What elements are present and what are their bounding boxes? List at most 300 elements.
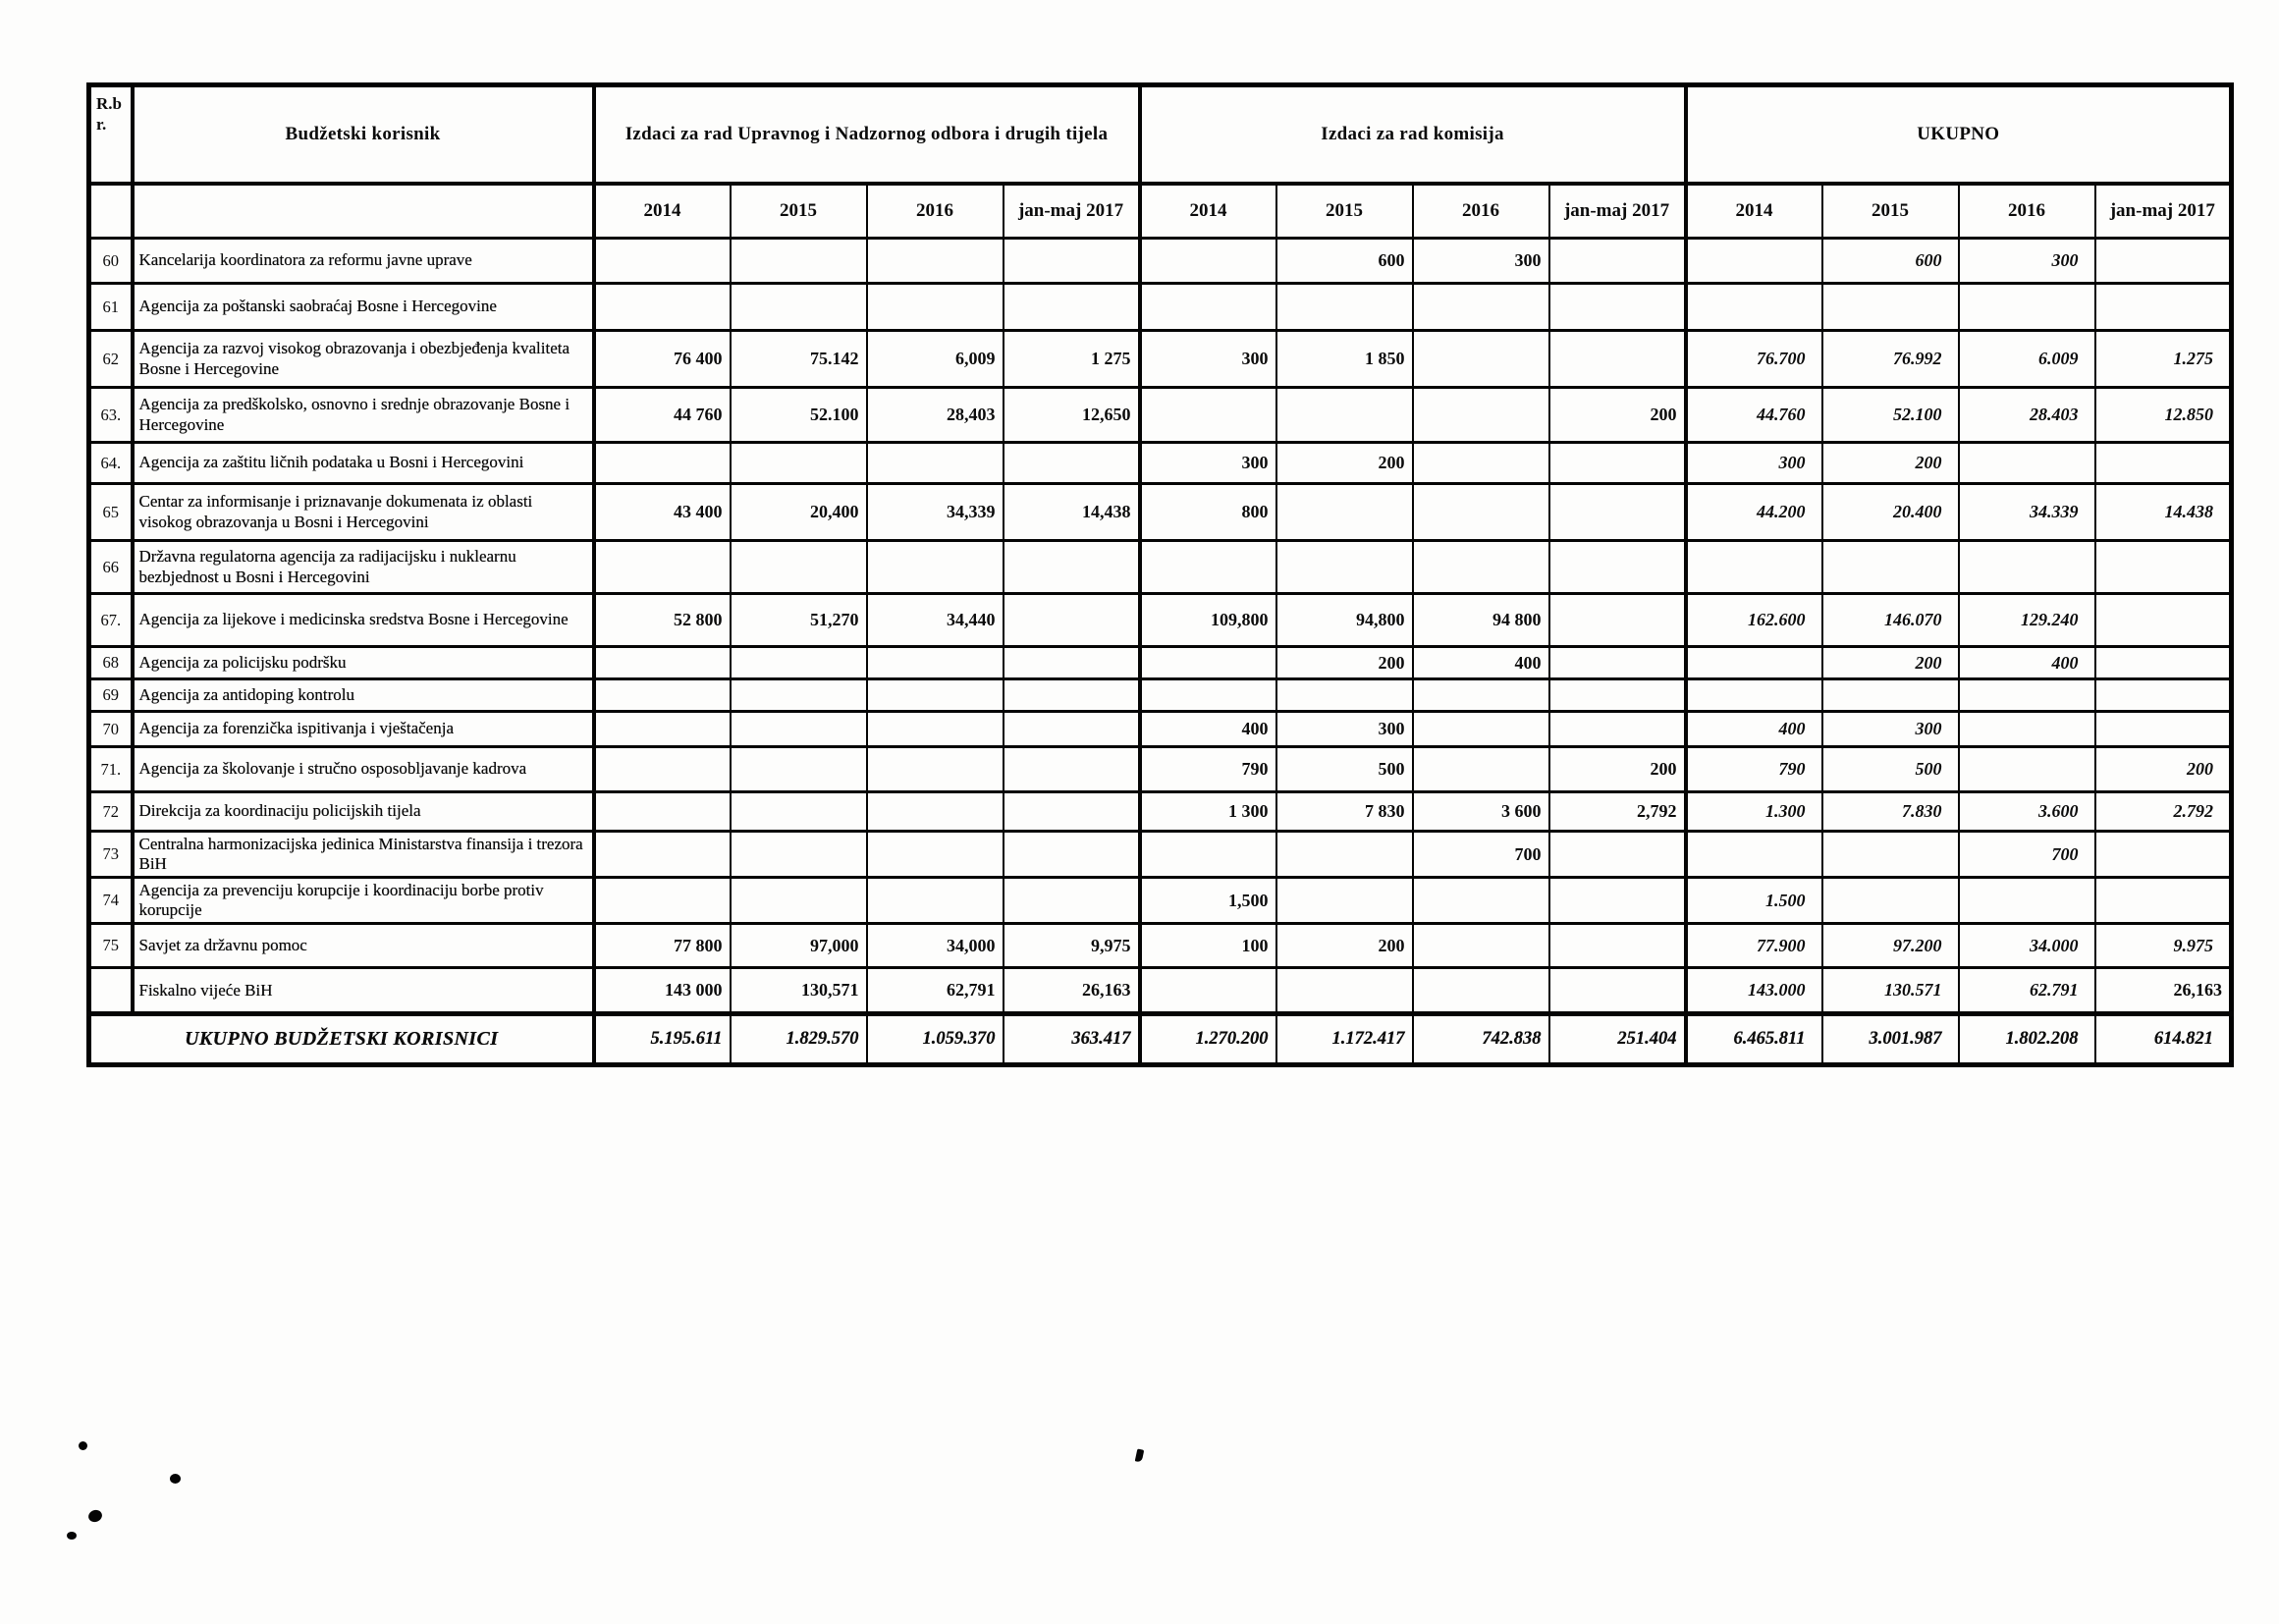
cell-ukupno-2016: 34.000 — [1959, 924, 2095, 968]
cell-komisija-2014 — [1140, 647, 1276, 679]
row-number: 68 — [89, 647, 133, 679]
cell-upravni-2015 — [731, 443, 867, 484]
cell-upravni-2016 — [867, 712, 1004, 747]
table-row — [89, 443, 2232, 484]
cell-komisija-2014: 300 — [1140, 331, 1276, 388]
cell-upravni-jan-maj 2017 — [1004, 443, 1140, 484]
cell-ukupno-2014: 790 — [1686, 747, 1822, 792]
cell-upravni-2014 — [594, 284, 731, 331]
cell-komisija-2014 — [1140, 832, 1276, 878]
row-number: 62 — [89, 331, 133, 388]
total-komisija-2016: 742.838 — [1413, 1014, 1549, 1065]
cell-komisija-2016 — [1413, 284, 1549, 331]
table-row — [89, 484, 2232, 541]
total-ukupno-2015: 3.001.987 — [1822, 1014, 1959, 1065]
cell-ukupno-2015: 200 — [1822, 647, 1959, 679]
korisnik-name: Agencija za policijsku podršku — [133, 647, 594, 679]
cell-komisija-2014: 790 — [1140, 747, 1276, 792]
cell-ukupno-2014: 1.300 — [1686, 792, 1822, 832]
cell-komisija-2016: 3 600 — [1413, 792, 1549, 832]
table-row — [89, 239, 2232, 284]
cell-komisija-2015: 94,800 — [1276, 594, 1413, 647]
row-number: 72 — [89, 792, 133, 832]
cell-upravni-2016 — [867, 541, 1004, 594]
cell-komisija-2015 — [1276, 832, 1413, 878]
group1-label: Izdaci za rad Upravnog i Nadzornog odbora i drugih tijela — [624, 124, 1109, 144]
group3-label: UKUPNO — [1917, 124, 2000, 144]
cell-ukupno-jan-maj 2017: 9.975 — [2095, 924, 2232, 968]
cell-upravni-2014: 43 400 — [594, 484, 731, 541]
year-header: 2015 — [731, 184, 867, 239]
cell-komisija-2015: 7 830 — [1276, 792, 1413, 832]
row-number: 67. — [89, 594, 133, 647]
totals-label: UKUPNO BUDŽETSKI KORISNICI — [89, 1014, 594, 1065]
row-number: 64. — [89, 443, 133, 484]
cell-komisija-2015 — [1276, 541, 1413, 594]
korisnik-name: Fiskalno vijeće BiH — [133, 968, 594, 1014]
cell-upravni-2015: 52.100 — [731, 388, 867, 443]
cell-komisija-jan-maj 2017 — [1549, 484, 1686, 541]
cell-ukupno-2016 — [1959, 712, 2095, 747]
cell-komisija-jan-maj 2017: 200 — [1549, 747, 1686, 792]
cell-upravni-2014 — [594, 541, 731, 594]
year-header: 2014 — [594, 184, 731, 239]
cell-upravni-jan-maj 2017 — [1004, 594, 1140, 647]
cell-ukupno-2014 — [1686, 239, 1822, 284]
cell-upravni-2015 — [731, 284, 867, 331]
cell-upravni-2014 — [594, 679, 731, 712]
cell-ukupno-2015: 7.830 — [1822, 792, 1959, 832]
cell-ukupno-2015: 146.070 — [1822, 594, 1959, 647]
korisnik-name: Agencija za antidoping kontrolu — [133, 679, 594, 712]
cell-ukupno-2015 — [1822, 878, 1959, 924]
cell-ukupno-2015: 20.400 — [1822, 484, 1959, 541]
cell-komisija-jan-maj 2017 — [1549, 443, 1686, 484]
cell-ukupno-jan-maj 2017 — [2095, 284, 2232, 331]
cell-komisija-2014: 1 300 — [1140, 792, 1276, 832]
cell-upravni-2016: 34,440 — [867, 594, 1004, 647]
cell-upravni-2015 — [731, 712, 867, 747]
cell-upravni-jan-maj 2017: 1 275 — [1004, 331, 1140, 388]
cell-upravni-2015 — [731, 747, 867, 792]
cell-upravni-2014: 143 000 — [594, 968, 731, 1014]
cell-ukupno-2014 — [1686, 679, 1822, 712]
total-upravni-2015: 1.829.570 — [731, 1014, 867, 1065]
cell-upravni-jan-maj 2017 — [1004, 792, 1140, 832]
cell-ukupno-2015 — [1822, 679, 1959, 712]
row-number — [89, 968, 133, 1014]
year-header: 2014 — [1686, 184, 1822, 239]
korisnik-name: Agencija za poštanski saobraćaj Bosne i Hercegovine — [133, 284, 594, 331]
korisnik-name: Državna regulatorna agencija za radijacijsku i nuklearnu bezbjednost u Bosni i Hercegovini — [133, 541, 594, 594]
cell-ukupno-2016: 700 — [1959, 832, 2095, 878]
row-number: 63. — [89, 388, 133, 443]
cell-komisija-jan-maj 2017 — [1549, 284, 1686, 331]
year-header: 2014 — [1140, 184, 1276, 239]
cell-ukupno-jan-maj 2017: 12.850 — [2095, 388, 2232, 443]
cell-upravni-2014 — [594, 443, 731, 484]
year-header: 2015 — [1276, 184, 1413, 239]
cell-komisija-2014: 100 — [1140, 924, 1276, 968]
cell-upravni-2014 — [594, 878, 731, 924]
year-header: 2016 — [1413, 184, 1549, 239]
cell-upravni-2015 — [731, 541, 867, 594]
korisnik-name: Agencija za lijekove i medicinska sredstva Bosne i Hercegovine — [133, 594, 594, 647]
empty-header-cell — [133, 184, 594, 239]
cell-ukupno-2016: 3.600 — [1959, 792, 2095, 832]
korisnik-name: Agencija za školovanje i stručno osposobljavanje kadrova — [133, 747, 594, 792]
cell-komisija-2014 — [1140, 541, 1276, 594]
cell-upravni-jan-maj 2017 — [1004, 878, 1140, 924]
cell-ukupno-2016 — [1959, 679, 2095, 712]
cell-ukupno-jan-maj 2017 — [2095, 594, 2232, 647]
cell-komisija-jan-maj 2017 — [1549, 647, 1686, 679]
cell-upravni-2015 — [731, 647, 867, 679]
cell-komisija-2015: 500 — [1276, 747, 1413, 792]
cell-ukupno-2014 — [1686, 284, 1822, 331]
cell-ukupno-jan-maj 2017: 14.438 — [2095, 484, 2232, 541]
cell-komisija-jan-maj 2017 — [1549, 541, 1686, 594]
cell-komisija-2015 — [1276, 388, 1413, 443]
table-row — [89, 594, 2232, 647]
cell-ukupno-jan-maj 2017: 200 — [2095, 747, 2232, 792]
cell-komisija-2014 — [1140, 284, 1276, 331]
cell-ukupno-2014: 76.700 — [1686, 331, 1822, 388]
cell-upravni-jan-maj 2017 — [1004, 679, 1140, 712]
cell-upravni-2015: 20,400 — [731, 484, 867, 541]
table-row — [89, 647, 2232, 679]
cell-upravni-jan-maj 2017 — [1004, 747, 1140, 792]
cell-upravni-2016: 34,000 — [867, 924, 1004, 968]
cell-ukupno-jan-maj 2017 — [2095, 679, 2232, 712]
korisnik-name: Agencija za forenzička ispitivanja i vještačenja — [133, 712, 594, 747]
total-upravni-2016: 1.059.370 — [867, 1014, 1004, 1065]
cell-komisija-2016: 94 800 — [1413, 594, 1549, 647]
korisnik-name: Agencija za razvoj visokog obrazovanja i obezbjeđenja kvaliteta Bosne i Hercegovine — [133, 331, 594, 388]
cell-komisija-2016 — [1413, 679, 1549, 712]
ink-speck — [79, 1441, 87, 1450]
cell-komisija-2014 — [1140, 239, 1276, 284]
cell-komisija-2016 — [1413, 968, 1549, 1014]
cell-komisija-2016 — [1413, 747, 1549, 792]
table-row — [89, 541, 2232, 594]
row-number: 74 — [89, 878, 133, 924]
cell-komisija-2016: 300 — [1413, 239, 1549, 284]
cell-komisija-2015: 600 — [1276, 239, 1413, 284]
cell-ukupno-2014: 400 — [1686, 712, 1822, 747]
col-header-rb — [89, 85, 133, 185]
cell-upravni-2015: 130,571 — [731, 968, 867, 1014]
cell-upravni-2015 — [731, 832, 867, 878]
cell-ukupno-2016: 400 — [1959, 647, 2095, 679]
cell-komisija-jan-maj 2017 — [1549, 331, 1686, 388]
row-number: 60 — [89, 239, 133, 284]
cell-ukupno-2016: 62.791 — [1959, 968, 2095, 1014]
row-number: 66 — [89, 541, 133, 594]
cell-upravni-2015 — [731, 792, 867, 832]
cell-upravni-2014 — [594, 747, 731, 792]
header-year-row — [89, 184, 2232, 239]
row-number: 70 — [89, 712, 133, 747]
cell-upravni-jan-maj 2017: 12,650 — [1004, 388, 1140, 443]
cell-komisija-2016 — [1413, 484, 1549, 541]
cell-ukupno-2015: 500 — [1822, 747, 1959, 792]
cell-komisija-2016: 400 — [1413, 647, 1549, 679]
cell-komisija-jan-maj 2017 — [1549, 924, 1686, 968]
cell-ukupno-jan-maj 2017: 26,163 — [2095, 968, 2232, 1014]
cell-upravni-2014 — [594, 792, 731, 832]
ink-speck — [170, 1474, 181, 1484]
cell-upravni-2016 — [867, 239, 1004, 284]
korisnik-name: Centar za informisanje i priznavanje dokumenata iz oblasti visokog obrazovanja u Bosni i Hercegovini — [133, 484, 594, 541]
cell-ukupno-2015: 130.571 — [1822, 968, 1959, 1014]
cell-ukupno-2015: 600 — [1822, 239, 1959, 284]
col-header-group3 — [1686, 85, 2232, 185]
cell-upravni-2015: 75.142 — [731, 331, 867, 388]
cell-upravni-2015 — [731, 679, 867, 712]
cell-upravni-jan-maj 2017: 9,975 — [1004, 924, 1140, 968]
row-number: 75 — [89, 924, 133, 968]
cell-ukupno-2014: 300 — [1686, 443, 1822, 484]
cell-komisija-2015: 200 — [1276, 924, 1413, 968]
cell-komisija-2016 — [1413, 712, 1549, 747]
cell-komisija-2014 — [1140, 968, 1276, 1014]
table-row — [89, 747, 2232, 792]
cell-ukupno-2015: 97.200 — [1822, 924, 1959, 968]
cell-ukupno-jan-maj 2017: 1.275 — [2095, 331, 2232, 388]
cell-komisija-jan-maj 2017 — [1549, 712, 1686, 747]
cell-upravni-2014 — [594, 239, 731, 284]
cell-upravni-2015 — [731, 878, 867, 924]
cell-ukupno-2015 — [1822, 284, 1959, 331]
cell-upravni-jan-maj 2017 — [1004, 239, 1140, 284]
cell-ukupno-2014: 44.760 — [1686, 388, 1822, 443]
rb-line2: r. — [96, 115, 107, 135]
korisnik-name: Kancelarija koordinatora za reformu javne uprave — [133, 239, 594, 284]
cell-upravni-2014 — [594, 647, 731, 679]
total-komisija-2014: 1.270.200 — [1140, 1014, 1276, 1065]
cell-komisija-2014: 300 — [1140, 443, 1276, 484]
korisnik-name: Agencija za prevenciju korupcije i koordinaciju borbe protiv korupcije — [133, 878, 594, 924]
group2-label: Izdaci za rad komisija — [1321, 124, 1504, 144]
cell-ukupno-2015 — [1822, 832, 1959, 878]
cell-ukupno-jan-maj 2017 — [2095, 832, 2232, 878]
cell-komisija-2014: 109,800 — [1140, 594, 1276, 647]
cell-ukupno-2015 — [1822, 541, 1959, 594]
cell-ukupno-jan-maj 2017 — [2095, 541, 2232, 594]
cell-ukupno-2016 — [1959, 443, 2095, 484]
cell-komisija-2016 — [1413, 331, 1549, 388]
cell-komisija-2015 — [1276, 679, 1413, 712]
total-ukupno-2016: 1.802.208 — [1959, 1014, 2095, 1065]
total-ukupno-2014: 6.465.811 — [1686, 1014, 1822, 1065]
cell-upravni-2015: 51,270 — [731, 594, 867, 647]
year-header: jan-maj 2017 — [1549, 184, 1686, 239]
row-number: 65 — [89, 484, 133, 541]
korisnik-name: Savjet za državnu pomoc — [133, 924, 594, 968]
cell-komisija-2015: 200 — [1276, 443, 1413, 484]
cell-komisija-2015: 200 — [1276, 647, 1413, 679]
cell-upravni-2014: 52 800 — [594, 594, 731, 647]
cell-ukupno-2016: 300 — [1959, 239, 2095, 284]
cell-ukupno-2014 — [1686, 647, 1822, 679]
cell-ukupno-jan-maj 2017 — [2095, 443, 2232, 484]
total-komisija-2015: 1.172.417 — [1276, 1014, 1413, 1065]
ink-speck — [1135, 1448, 1145, 1462]
cell-komisija-jan-maj 2017 — [1549, 239, 1686, 284]
cell-ukupno-2016: 34.339 — [1959, 484, 2095, 541]
cell-komisija-2015: 1 850 — [1276, 331, 1413, 388]
year-header: jan-maj 2017 — [1004, 184, 1140, 239]
cell-ukupno-jan-maj 2017 — [2095, 239, 2232, 284]
empty-header-cell — [89, 184, 133, 239]
cell-ukupno-2014: 77.900 — [1686, 924, 1822, 968]
row-number: 69 — [89, 679, 133, 712]
cell-ukupno-jan-maj 2017 — [2095, 712, 2232, 747]
cell-ukupno-2014: 143.000 — [1686, 968, 1822, 1014]
cell-ukupno-2016 — [1959, 878, 2095, 924]
cell-upravni-2016 — [867, 792, 1004, 832]
cell-ukupno-2015: 76.992 — [1822, 331, 1959, 388]
cell-upravni-2016: 62,791 — [867, 968, 1004, 1014]
table-body — [89, 239, 2232, 1065]
cell-komisija-2015 — [1276, 968, 1413, 1014]
cell-upravni-2014: 76 400 — [594, 331, 731, 388]
row-number: 71. — [89, 747, 133, 792]
cell-komisija-2014 — [1140, 388, 1276, 443]
cell-komisija-2016 — [1413, 541, 1549, 594]
cell-upravni-2014: 77 800 — [594, 924, 731, 968]
cell-ukupno-2016: 6.009 — [1959, 331, 2095, 388]
cell-upravni-2014 — [594, 712, 731, 747]
cell-ukupno-2014: 162.600 — [1686, 594, 1822, 647]
cell-upravni-jan-maj 2017 — [1004, 712, 1140, 747]
cell-komisija-jan-maj 2017 — [1549, 878, 1686, 924]
cell-ukupno-jan-maj 2017 — [2095, 647, 2232, 679]
year-header: 2016 — [867, 184, 1004, 239]
korisnik-name: Agencija za zaštitu ličnih podataka u Bosni i Hercegovini — [133, 443, 594, 484]
cell-upravni-jan-maj 2017 — [1004, 832, 1140, 878]
cell-upravni-2014: 44 760 — [594, 388, 731, 443]
cell-komisija-2016 — [1413, 924, 1549, 968]
cell-komisija-jan-maj 2017 — [1549, 968, 1686, 1014]
cell-komisija-2016: 700 — [1413, 832, 1549, 878]
cell-ukupno-2014 — [1686, 832, 1822, 878]
cell-upravni-2016: 6,009 — [867, 331, 1004, 388]
korisnik-name: Centralna harmonizacijska jedinica Ministarstva finansija i trezora BiH — [133, 832, 594, 878]
cell-ukupno-2015: 300 — [1822, 712, 1959, 747]
table-row — [89, 679, 2232, 712]
cell-ukupno-jan-maj 2017 — [2095, 878, 2232, 924]
cell-ukupno-jan-maj 2017: 2.792 — [2095, 792, 2232, 832]
cell-upravni-2016 — [867, 443, 1004, 484]
cell-komisija-2015: 300 — [1276, 712, 1413, 747]
cell-komisija-2014: 800 — [1140, 484, 1276, 541]
cell-ukupno-2014: 1.500 — [1686, 878, 1822, 924]
cell-komisija-2015 — [1276, 284, 1413, 331]
cell-komisija-jan-maj 2017 — [1549, 679, 1686, 712]
cell-komisija-jan-maj 2017 — [1549, 832, 1686, 878]
cell-ukupno-2016: 129.240 — [1959, 594, 2095, 647]
cell-komisija-jan-maj 2017 — [1549, 594, 1686, 647]
cell-upravni-2015: 97,000 — [731, 924, 867, 968]
table-row — [89, 284, 2232, 331]
row-number: 73 — [89, 832, 133, 878]
cell-komisija-2016 — [1413, 878, 1549, 924]
row-number: 61 — [89, 284, 133, 331]
korisnik-name: Direkcija za koordinaciju policijskih tijela — [133, 792, 594, 832]
cell-upravni-2016: 34,339 — [867, 484, 1004, 541]
cell-komisija-2015 — [1276, 484, 1413, 541]
table-row — [89, 832, 2232, 878]
cell-ukupno-2015: 200 — [1822, 443, 1959, 484]
budget-table — [86, 82, 2234, 1067]
year-header: jan-maj 2017 — [2095, 184, 2232, 239]
cell-upravni-2016: 28,403 — [867, 388, 1004, 443]
cell-upravni-2016 — [867, 832, 1004, 878]
cell-komisija-jan-maj 2017: 200 — [1549, 388, 1686, 443]
cell-upravni-2015 — [731, 239, 867, 284]
total-upravni-2014: 5.195.611 — [594, 1014, 731, 1065]
cell-upravni-2016 — [867, 878, 1004, 924]
cell-komisija-2015 — [1276, 878, 1413, 924]
cell-ukupno-2016 — [1959, 747, 2095, 792]
totals-row — [89, 1014, 2232, 1065]
col-header-group2 — [1140, 85, 1686, 185]
col-header-group1 — [594, 85, 1140, 185]
cell-ukupno-2015: 52.100 — [1822, 388, 1959, 443]
cell-upravni-2016 — [867, 679, 1004, 712]
table-row — [89, 878, 2232, 924]
cell-upravni-2014 — [594, 832, 731, 878]
korisnik-name: Agencija za predškolsko, osnovno i srednje obrazovanje Bosne i Hercegovine — [133, 388, 594, 443]
col-header-korisnik: Budžetski korisnik — [133, 85, 594, 185]
total-ukupno-jan-maj 2017: 614.821 — [2095, 1014, 2232, 1065]
cell-ukupno-2014: 44.200 — [1686, 484, 1822, 541]
header-group-row — [89, 85, 2232, 185]
cell-komisija-2014 — [1140, 679, 1276, 712]
cell-komisija-2014: 400 — [1140, 712, 1276, 747]
cell-ukupno-2014 — [1686, 541, 1822, 594]
cell-upravni-jan-maj 2017: 26,163 — [1004, 968, 1140, 1014]
ink-speck — [86, 1508, 103, 1524]
cell-ukupno-2016 — [1959, 541, 2095, 594]
cell-ukupno-2016: 28.403 — [1959, 388, 2095, 443]
table-row — [89, 331, 2232, 388]
cell-komisija-2014: 1,500 — [1140, 878, 1276, 924]
year-header: 2016 — [1959, 184, 2095, 239]
cell-upravni-jan-maj 2017: 14,438 — [1004, 484, 1140, 541]
cell-upravni-jan-maj 2017 — [1004, 541, 1140, 594]
rb-line1: R.b — [96, 94, 122, 113]
cell-ukupno-2016 — [1959, 284, 2095, 331]
table-row — [89, 792, 2232, 832]
cell-upravni-2016 — [867, 647, 1004, 679]
table-row — [89, 712, 2232, 747]
cell-upravni-2016 — [867, 747, 1004, 792]
table-row — [89, 924, 2232, 968]
cell-komisija-2016 — [1413, 443, 1549, 484]
table-row — [89, 388, 2232, 443]
cell-upravni-jan-maj 2017 — [1004, 284, 1140, 331]
cell-upravni-2016 — [867, 284, 1004, 331]
year-header: 2015 — [1822, 184, 1959, 239]
total-upravni-jan-maj 2017: 363.417 — [1004, 1014, 1140, 1065]
total-komisija-jan-maj 2017: 251.404 — [1549, 1014, 1686, 1065]
ink-speck — [67, 1532, 77, 1540]
cell-komisija-2016 — [1413, 388, 1549, 443]
cell-komisija-jan-maj 2017: 2,792 — [1549, 792, 1686, 832]
